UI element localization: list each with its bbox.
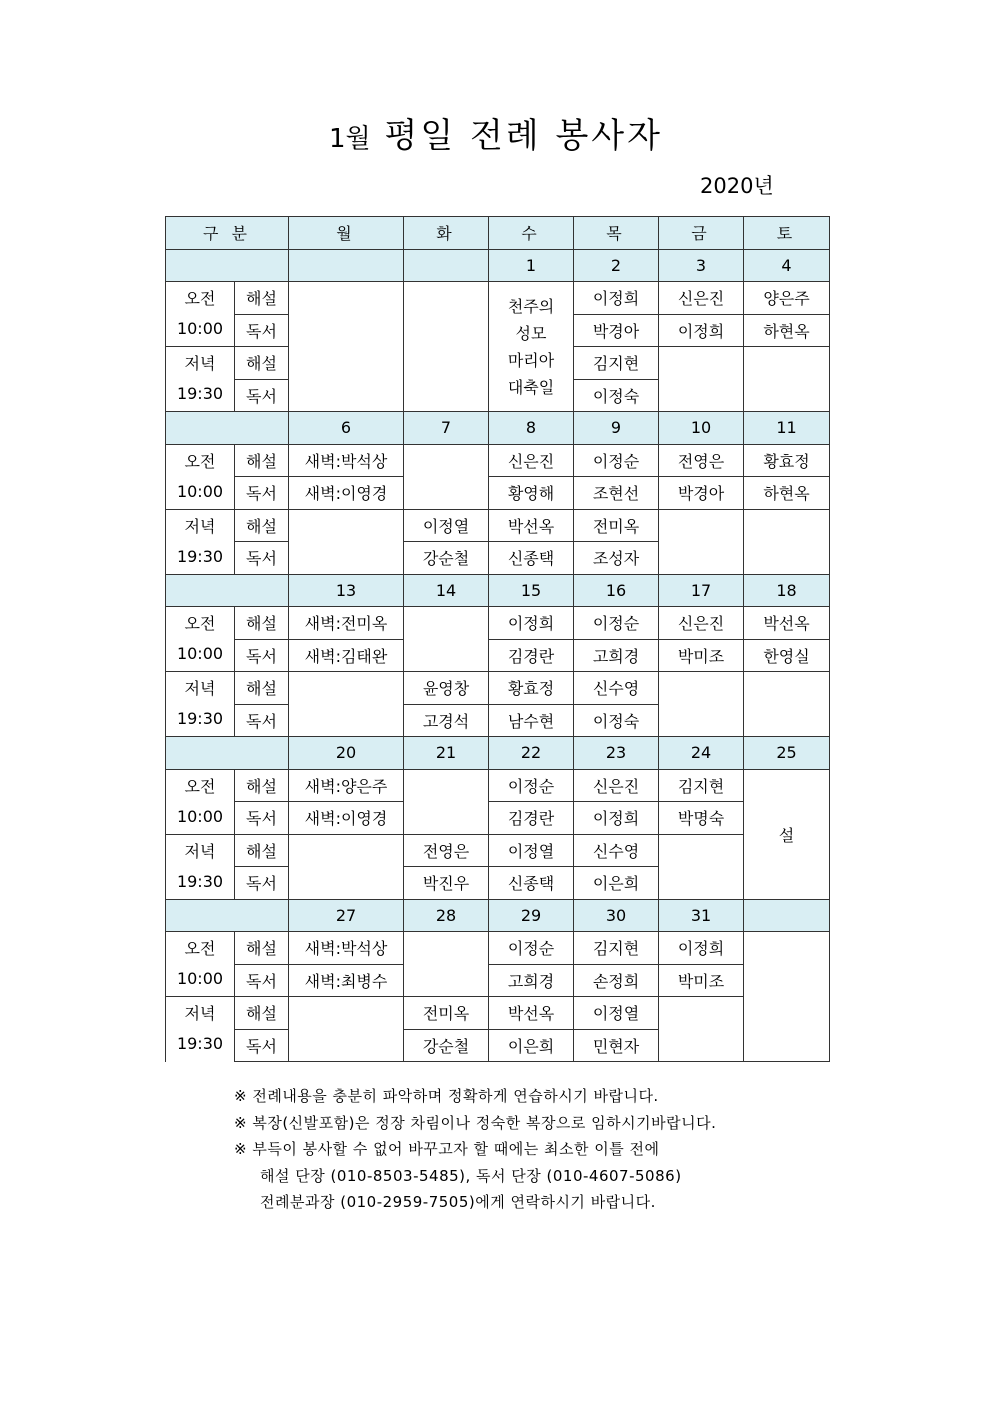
empty-cell xyxy=(289,997,404,1062)
holiday-seol: 설 xyxy=(744,769,830,899)
server-name: 새벽:이영경 xyxy=(289,802,404,835)
pm-label xyxy=(166,834,235,899)
server-name: 새벽:최병수 xyxy=(289,964,404,997)
am-label xyxy=(166,607,235,672)
empty-cell xyxy=(404,444,489,509)
empty-cell xyxy=(404,769,489,834)
server-name: 이정열 xyxy=(574,997,659,1030)
server-name: 새벽:김태완 xyxy=(289,639,404,672)
server-name: 박선옥 xyxy=(744,607,830,640)
date-cell: 30 xyxy=(574,899,659,932)
server-name: 김지현 xyxy=(574,347,659,380)
feast-note xyxy=(489,282,574,412)
server-name: 전미옥 xyxy=(574,509,659,542)
am-label-1: 오전 xyxy=(184,451,216,471)
server-name: 한영실 xyxy=(744,639,830,672)
am-label-1: 오전 xyxy=(184,939,216,958)
server-name: 새벽:박석상 xyxy=(289,444,404,477)
server-name: 신수영 xyxy=(574,672,659,705)
date-cell: 24 xyxy=(659,737,744,770)
server-name: 이정희 xyxy=(574,802,659,835)
server-name: 하현옥 xyxy=(744,477,830,510)
empty-cell xyxy=(659,834,744,899)
note-line: ※ 부득이 봉사할 수 없어 바꾸고자 할 때에는 최소한 이틀 전에 xyxy=(234,1140,660,1158)
am-label xyxy=(166,769,235,834)
role-reading: 독서 xyxy=(235,1029,289,1062)
am-label-2: 10:00 xyxy=(176,481,224,501)
server-name: 이은희 xyxy=(574,867,659,900)
role-commentary: 해설 xyxy=(235,509,289,542)
pm-label-2: 19:30 xyxy=(176,1034,224,1054)
pm-label xyxy=(166,997,235,1062)
server-name: 신은진 xyxy=(489,444,574,477)
am-label-1: 오전 xyxy=(184,776,216,796)
server-name: 이정열 xyxy=(404,509,489,542)
server-name: 손정희 xyxy=(574,964,659,997)
role-reading: 독서 xyxy=(235,867,289,900)
server-name: 새벽:양은주 xyxy=(289,769,404,802)
date-cell: 7 xyxy=(404,412,489,445)
server-name: 새벽:전미옥 xyxy=(289,607,404,640)
am-label xyxy=(166,282,235,347)
note-line: ※ 전례내용을 충분히 파악하며 정확하게 연습하시기 바랍니다. xyxy=(234,1087,659,1105)
date-label-cell xyxy=(166,899,289,932)
server-name: 남수현 xyxy=(489,704,574,737)
am-label xyxy=(166,444,235,509)
server-name: 조현선 xyxy=(574,477,659,510)
server-name: 박경아 xyxy=(659,477,744,510)
header-row xyxy=(166,217,830,250)
server-name: 이정순 xyxy=(574,607,659,640)
server-name: 고경석 xyxy=(404,704,489,737)
server-name: 새벽:이영경 xyxy=(289,477,404,510)
server-name: 박명숙 xyxy=(659,802,744,835)
pm-label-2: 19:30 xyxy=(176,709,224,728)
note-contact-line: 해설 단장 (010-8503-5485), 독서 단장 (010-4607-5086) xyxy=(260,1166,682,1185)
role-reading: 독서 xyxy=(235,704,289,737)
header-fri: 금 xyxy=(659,217,744,250)
server-name: 이정순 xyxy=(574,444,659,477)
role-reading: 독서 xyxy=(235,477,289,510)
date-cell: 2 xyxy=(574,249,659,282)
pm-label-1: 저녁 xyxy=(184,1004,216,1024)
date-cell: 23 xyxy=(574,737,659,770)
role-commentary: 해설 xyxy=(235,282,289,315)
role-reading: 독서 xyxy=(235,314,289,347)
server-name: 이정희 xyxy=(659,932,744,965)
date-cell: 25 xyxy=(744,737,830,770)
empty-cell xyxy=(404,932,489,997)
date-cell: 9 xyxy=(574,412,659,445)
date-cell: 10 xyxy=(659,412,744,445)
am-reading-row xyxy=(166,964,830,997)
date-cell: 17 xyxy=(659,574,744,607)
server-name: 신종택 xyxy=(489,542,574,575)
feast-line: 천주의 xyxy=(507,296,555,316)
date-cell: 28 xyxy=(404,899,489,932)
empty-cell xyxy=(744,672,830,737)
header-thu: 목 xyxy=(574,217,659,250)
empty-cell xyxy=(289,282,404,412)
date-cell: 13 xyxy=(289,574,404,607)
date-row xyxy=(166,249,830,282)
role-reading: 독서 xyxy=(235,964,289,997)
pm-label-1: 저녁 xyxy=(184,841,216,861)
server-name: 김경란 xyxy=(489,639,574,672)
date-cell: 3 xyxy=(659,249,744,282)
server-name: 조성자 xyxy=(574,542,659,575)
server-name: 전영은 xyxy=(404,834,489,867)
date-cell: 4 xyxy=(744,249,830,282)
note-line: ※ 복장(신발포함)은 정장 차림이나 정숙한 복장으로 임하시기바랍니다. xyxy=(234,1113,717,1132)
date-label-cell xyxy=(166,737,289,770)
server-name: 황효정 xyxy=(744,444,830,477)
header-tue: 화 xyxy=(404,217,489,250)
pm-label-2: 19:30 xyxy=(176,546,224,566)
date-label-cell xyxy=(166,412,289,445)
date-row xyxy=(166,899,830,932)
date-cell: 11 xyxy=(744,412,830,445)
date-label-cell xyxy=(166,574,289,607)
am-label-1: 오전 xyxy=(184,289,216,308)
pm-label xyxy=(166,347,235,412)
server-name: 전영은 xyxy=(659,444,744,477)
date-cell: 21 xyxy=(404,737,489,770)
server-name: 이정순 xyxy=(489,932,574,965)
am-label-2: 10:00 xyxy=(176,644,224,663)
date-cell: 27 xyxy=(289,899,404,932)
server-name: 황효정 xyxy=(489,672,574,705)
feast-line: 성모 xyxy=(515,323,547,343)
date-cell: 6 xyxy=(289,412,404,445)
pm-commentary-row xyxy=(166,509,830,542)
server-name: 박선옥 xyxy=(489,509,574,542)
role-commentary: 해설 xyxy=(235,932,289,965)
role-reading: 독서 xyxy=(235,542,289,575)
server-name: 김지현 xyxy=(659,769,744,802)
server-name: 민현자 xyxy=(574,1029,659,1062)
date-row xyxy=(166,737,830,770)
date-cell: 31 xyxy=(659,899,744,932)
server-name: 황영해 xyxy=(489,477,574,510)
am-reading-row xyxy=(166,639,830,672)
role-commentary: 해설 xyxy=(235,834,289,867)
date-label-cell xyxy=(166,249,289,282)
role-reading: 독서 xyxy=(235,639,289,672)
am-label-2: 10:00 xyxy=(176,969,224,988)
date-cell xyxy=(289,249,404,282)
server-name: 윤영창 xyxy=(404,672,489,705)
server-name: 신은진 xyxy=(574,769,659,802)
server-name: 고희경 xyxy=(489,964,574,997)
pm-label-2: 19:30 xyxy=(176,384,224,403)
am-label-1: 오전 xyxy=(184,614,216,633)
server-name: 이정희 xyxy=(489,607,574,640)
role-commentary: 해설 xyxy=(235,607,289,640)
date-cell: 29 xyxy=(489,899,574,932)
note-contact-line: 전례분과장 (010-2959-7505)에게 연락하시기 바랍니다. xyxy=(260,1193,656,1211)
empty-cell xyxy=(659,509,744,574)
pm-commentary-row xyxy=(166,997,830,1030)
date-cell: 15 xyxy=(489,574,574,607)
server-name: 새벽:박석상 xyxy=(289,932,404,965)
server-name: 이정희 xyxy=(659,314,744,347)
server-name: 이정숙 xyxy=(574,704,659,737)
header-mon: 월 xyxy=(289,217,404,250)
server-name: 김경란 xyxy=(489,802,574,835)
empty-cell xyxy=(744,347,830,412)
am-label-2: 10:00 xyxy=(176,806,224,826)
feast-line: 대축일 xyxy=(507,377,555,397)
role-commentary: 해설 xyxy=(235,672,289,705)
role-commentary: 해설 xyxy=(235,347,289,380)
header-sat: 토 xyxy=(744,217,830,250)
server-name: 신수영 xyxy=(574,834,659,867)
date-row xyxy=(166,574,830,607)
notes-block xyxy=(234,1083,716,1216)
pm-commentary-row xyxy=(166,672,830,705)
server-name: 양은주 xyxy=(744,282,830,315)
header-gubun: 구 분 xyxy=(166,217,289,250)
role-reading: 독서 xyxy=(235,379,289,412)
pm-label-1: 저녁 xyxy=(184,354,216,373)
server-name: 이은희 xyxy=(489,1029,574,1062)
pm-label xyxy=(166,509,235,574)
am-reading-row xyxy=(166,802,830,835)
date-cell: 20 xyxy=(289,737,404,770)
header-wed: 수 xyxy=(489,217,574,250)
pm-commentary-row xyxy=(166,834,830,867)
server-name: 강순철 xyxy=(404,1029,489,1062)
page-title xyxy=(0,108,992,157)
date-cell: 14 xyxy=(404,574,489,607)
empty-cell xyxy=(659,347,744,412)
role-commentary: 해설 xyxy=(235,769,289,802)
date-cell: 1 xyxy=(489,249,574,282)
server-name: 고희경 xyxy=(574,639,659,672)
server-name: 이정희 xyxy=(574,282,659,315)
pm-label xyxy=(166,672,235,737)
am-label-2: 10:00 xyxy=(176,319,224,338)
empty-cell xyxy=(404,282,489,412)
server-name: 이정열 xyxy=(489,834,574,867)
role-reading: 독서 xyxy=(235,802,289,835)
date-cell: 8 xyxy=(489,412,574,445)
server-name: 박미조 xyxy=(659,964,744,997)
empty-cell xyxy=(289,672,404,737)
server-name: 이정숙 xyxy=(574,379,659,412)
schedule-table xyxy=(165,216,830,1062)
am-commentary-row xyxy=(166,444,830,477)
date-row xyxy=(166,412,830,445)
server-name: 박미조 xyxy=(659,639,744,672)
server-name: 강순철 xyxy=(404,542,489,575)
server-name: 박진우 xyxy=(404,867,489,900)
server-name: 신종택 xyxy=(489,867,574,900)
server-name: 하현옥 xyxy=(744,314,830,347)
empty-cell xyxy=(289,834,404,899)
am-reading-row xyxy=(166,477,830,510)
empty-cell xyxy=(744,509,830,574)
am-commentary-row xyxy=(166,769,830,802)
server-name: 신은진 xyxy=(659,282,744,315)
date-cell xyxy=(744,899,830,932)
server-name: 김지현 xyxy=(574,932,659,965)
am-label xyxy=(166,932,235,997)
server-name: 전미옥 xyxy=(404,997,489,1030)
am-commentary-row xyxy=(166,607,830,640)
role-commentary: 해설 xyxy=(235,997,289,1030)
date-cell: 16 xyxy=(574,574,659,607)
date-cell: 18 xyxy=(744,574,830,607)
am-commentary-row xyxy=(166,932,830,965)
empty-cell xyxy=(289,509,404,574)
empty-cell xyxy=(404,607,489,672)
pm-label-1: 저녁 xyxy=(184,679,216,698)
title-text: 평일 전례 봉사자 xyxy=(384,116,663,156)
date-cell: 22 xyxy=(489,737,574,770)
am-commentary-row xyxy=(166,282,830,315)
empty-cell xyxy=(744,932,830,1062)
empty-cell xyxy=(659,997,744,1062)
year-label: 2020년 xyxy=(700,174,774,198)
role-commentary: 해설 xyxy=(235,444,289,477)
server-name: 박경아 xyxy=(574,314,659,347)
pm-label-2: 19:30 xyxy=(176,871,224,891)
empty-cell xyxy=(659,672,744,737)
server-name: 신은진 xyxy=(659,607,744,640)
server-name: 박선옥 xyxy=(489,997,574,1030)
pm-label-1: 저녁 xyxy=(184,516,216,536)
title-month: 1월 xyxy=(328,124,371,154)
server-name: 이정순 xyxy=(489,769,574,802)
date-cell xyxy=(404,249,489,282)
feast-line: 마리아 xyxy=(507,350,555,370)
